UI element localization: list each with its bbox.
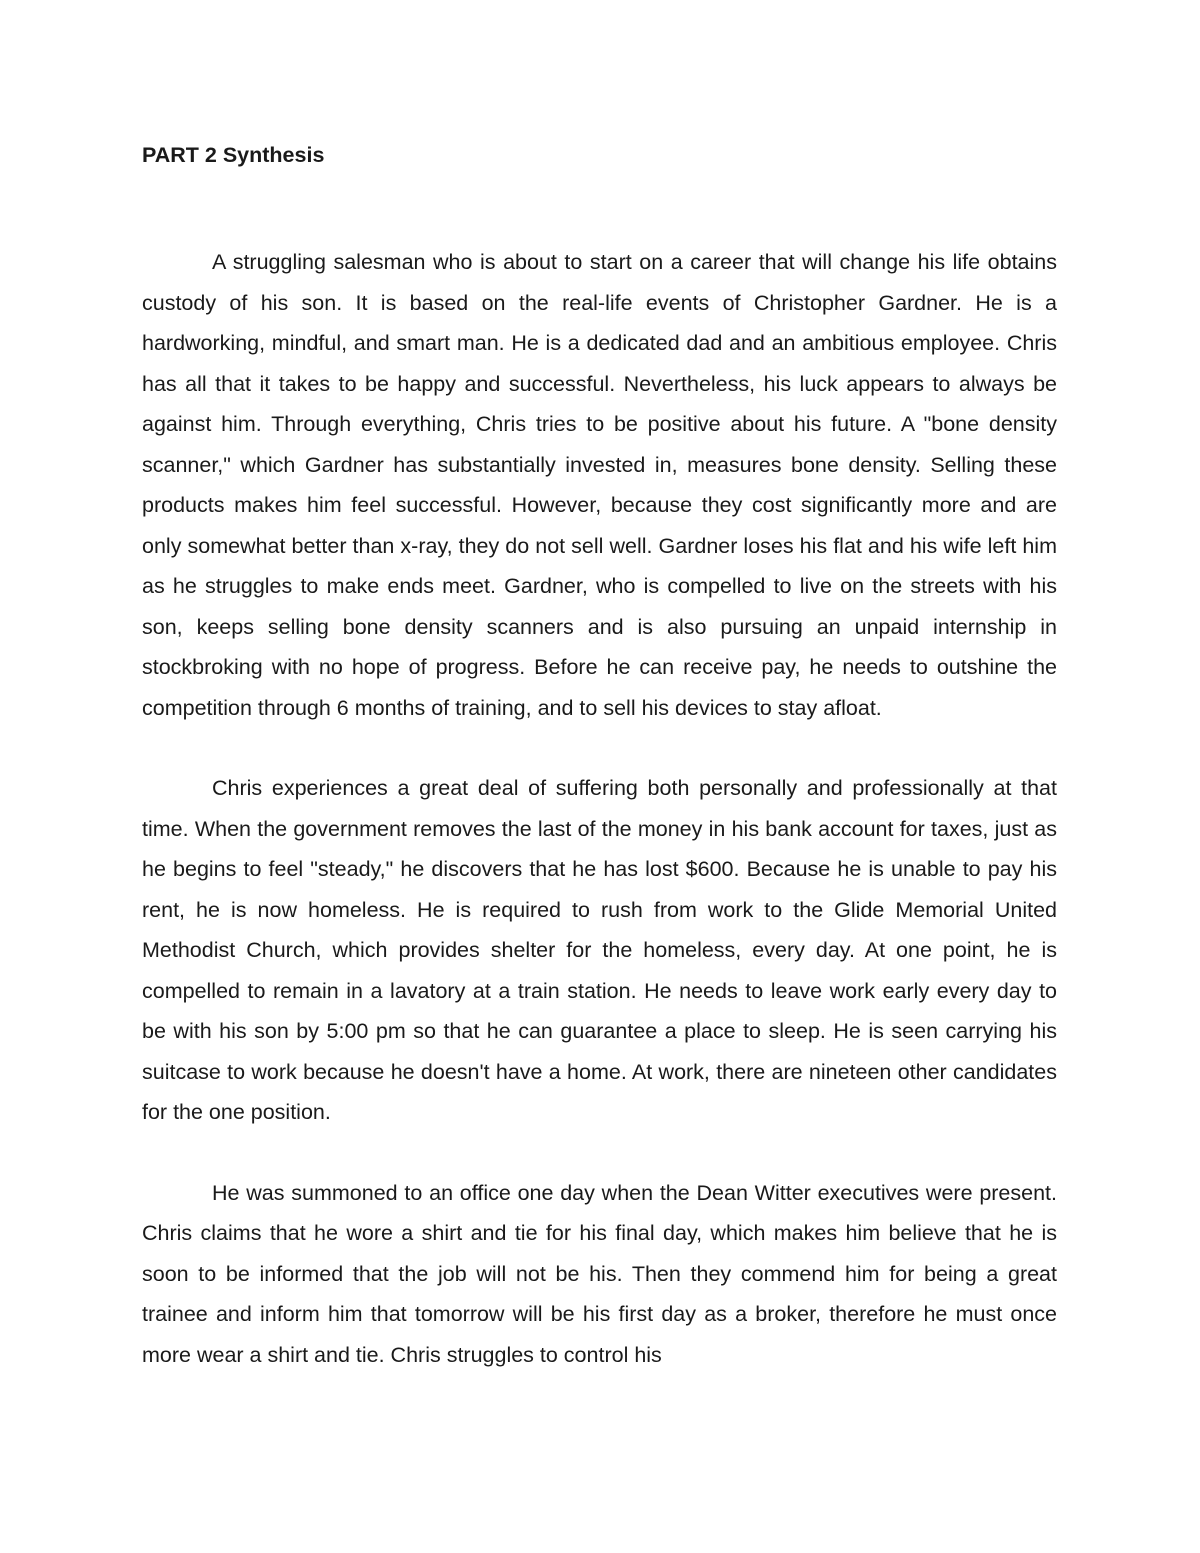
document-body — [142, 140, 1057, 1375]
paragraph-1: A struggling salesman who is about to start on a career that will change his life obtains custody of his son. It is based on the real-life events of Christopher Gardner. He is a hardworking, mindful, and smart man. He is a dedicated dad and an ambitious employee. Chris has all that it takes to be happy and successful. Nevertheless, his luck appears to always be against him. Through everything, Chris tries to be positive about his future. A "bone density scanner," which Gardner has substantially invested in, measures bone density. Selling these products makes him feel successful. However, because they cost significantly more and are only somewhat better than x-ray, they do not sell well. Gardner loses his flat and his wife left him as he struggles to make ends meet. Gardner, who is compelled to live on the streets with his son, keeps selling bone density scanners and is also pursuing an unpaid internship in stockbroking with no hope of progress. Before he can receive pay, he needs to outshine the competition through 6 months of training, and to sell his devices to stay afloat. — [142, 250, 1057, 720]
document-title: PART 2 Synthesis — [142, 143, 325, 167]
paragraph-2: Chris experiences a great deal of suffering both personally and professionally at that time. When the government removes the last of the money in his bank account for taxes, just as he begins to feel "steady," he discovers that he has lost $600. Because he is unable to pay his rent, he is now homeless. He is required to rush from work to the Glide Memorial United Methodist Church, which provides shelter for the homeless, every day. At one point, he is compelled to remain in a lavatory at a train station. He needs to leave work early every day to be with his son by 5:00 pm so that he can guarantee a place to sleep. He is seen carrying his suitcase to work because he doesn't have a home. At work, there are nineteen other candidates for the one position. — [142, 776, 1057, 1124]
paragraph-3: He was summoned to an office one day when the Dean Witter executives were present. Chris claims that he wore a shirt and tie for his final day, which makes him believe that he is soon to be informed that the job will not be his. Then they commend him for being a great trainee and inform him that tomorrow will be his first day as a broker, therefore he must once more wear a shirt and tie. Chris struggles to control his — [142, 1180, 1057, 1367]
